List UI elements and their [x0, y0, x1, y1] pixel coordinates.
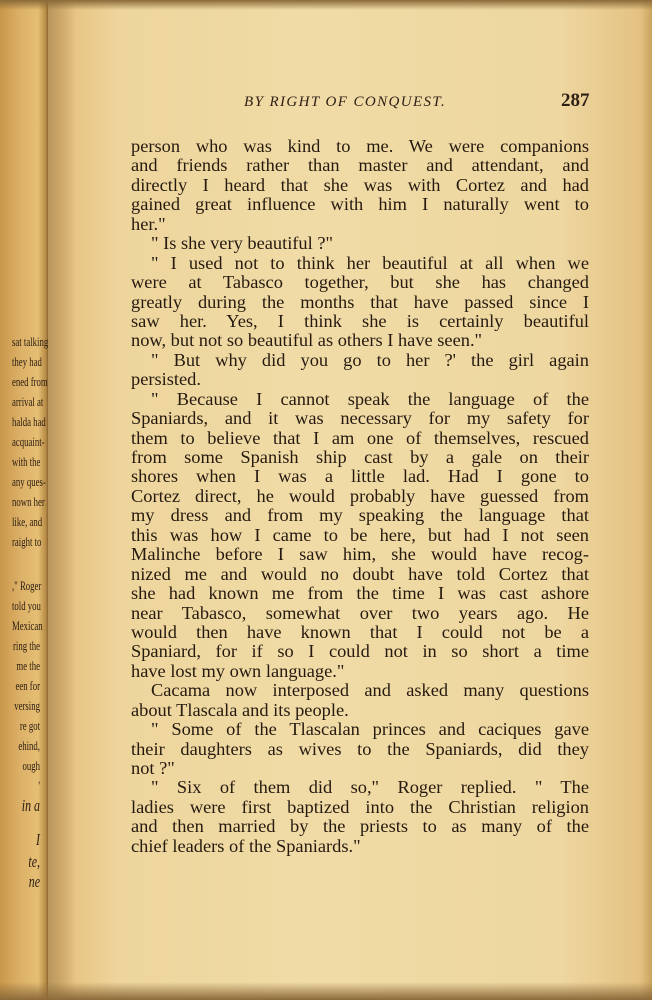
text-line: Spaniard, for if so I could not in so short a time: [131, 641, 589, 662]
text-line: Cortez direct, he would probably have guessed from: [131, 485, 589, 506]
top-page-edge: [0, 0, 652, 10]
adjacent-page-text-fragment: sat talking: [12, 335, 49, 349]
adjacent-page-text-fragment: in a: [21, 796, 40, 815]
text-line: ladies were first baptized into the Christian religion: [131, 796, 589, 817]
text-line: her.": [131, 213, 166, 234]
text-line: " I used not to think her beautiful at all when we: [151, 252, 589, 273]
adjacent-page-text-fragment: ': [38, 779, 40, 793]
adjacent-page-text-fragment: te,: [28, 852, 40, 871]
adjacent-page-text-fragment: raight to: [12, 535, 42, 549]
adjacent-page-text-fragment: they had: [12, 355, 42, 369]
body-text: [131, 137, 589, 856]
text-line: " Because I cannot speak the language of the: [151, 388, 589, 409]
text-line: from some Spanish ship cast by a gale on their: [131, 447, 589, 467]
text-line: person who was kind to me. We were companions: [131, 136, 589, 156]
text-line: nized me and would no doubt have told Cortez that: [131, 563, 589, 584]
text-line: shores when I was a little lad. Had I gone to: [131, 466, 589, 487]
adjacent-page-text-fragment: ," Roger: [12, 579, 42, 593]
text-line: " Six of them did so," Roger replied. " The: [151, 777, 589, 798]
adjacent-page-text-fragment: Mexican: [12, 619, 43, 633]
text-line: and then married by the priests to as many of the: [131, 816, 589, 837]
text-line: now, but not so beautiful as others I have seen.": [131, 330, 483, 351]
adjacent-page-text-fragment: ehind,: [18, 739, 40, 753]
running-head: BY RIGHT OF CONQUEST.: [244, 94, 447, 110]
text-line: not ?": [131, 758, 175, 778]
adjacent-page-edge: [0, 0, 48, 1000]
page-number: 287: [561, 90, 590, 111]
adjacent-page-text-fragment: een for: [15, 679, 40, 693]
adjacent-page-text-fragment: ring the: [13, 639, 40, 653]
text-line: about Tlascala and its people.: [131, 699, 349, 720]
text-line: their daughters as wives to the Spaniards, did they: [131, 738, 589, 759]
text-line: persisted.: [131, 369, 201, 390]
adjacent-page-text-fragment: ened from: [12, 375, 48, 389]
text-line: chief leaders of the Spaniards.": [131, 835, 361, 856]
text-line: greatly during the months that have passed since I: [131, 291, 589, 312]
text-line: saw her. Yes, I think she is certainly beautiful: [131, 310, 589, 331]
adjacent-page-text-fragment: like, and: [12, 515, 43, 529]
gutter-shadow: [48, 0, 76, 1000]
adjacent-page-text-fragment: nown her: [12, 495, 45, 509]
text-line: my dress and from my speaking the language that: [131, 505, 589, 526]
bottom-page-edge: [0, 982, 652, 1000]
text-line: them to believe that I am one of themselves, rescued: [131, 427, 589, 448]
text-line: " But why did you go to her ?' the girl again: [151, 349, 589, 370]
adjacent-page-text-fragment: any ques-: [12, 475, 46, 489]
adjacent-page-text-fragment: I: [36, 830, 40, 849]
text-line: have lost my own language.": [131, 660, 345, 681]
adjacent-page-text-fragment: re got: [19, 719, 40, 733]
adjacent-page-text-fragment: halda had: [12, 415, 46, 429]
text-line: Spaniards, and it was necessary for my safety for: [131, 408, 589, 429]
adjacent-page-text-fragment: versing: [14, 699, 40, 713]
text-line: directly I heard that she was with Cortez and had: [131, 174, 589, 195]
adjacent-page-text-fragment: acquaint-: [12, 435, 45, 449]
text-line: would then have known that I could not be a: [131, 621, 589, 642]
adjacent-page-text-fragment: arrival at: [12, 395, 44, 409]
text-line: gained great influence with him I naturally went to: [131, 194, 589, 215]
text-line: Cacama now interposed and asked many questions: [151, 680, 589, 701]
adjacent-page-text-fragment: me the: [16, 659, 40, 673]
adjacent-page-text-fragment: ne: [28, 872, 40, 891]
text-line: this was how I came to be here, but had I not seen: [131, 524, 589, 545]
adjacent-page-text-fragment: ough: [22, 759, 40, 773]
adjacent-page-text-fragment: told you: [12, 599, 41, 613]
text-line: near Tabasco, somewhat over two years ago. He: [131, 602, 589, 623]
text-line: Malinche before I saw him, she would have recog-: [131, 544, 589, 565]
text-line: were at Tabasco together, but she has changed: [131, 272, 589, 293]
text-line: " Some of the Tlascalan princes and caciques gave: [151, 719, 589, 740]
text-line: " Is she very beautiful ?": [151, 233, 334, 254]
text-line: she had known me from the time I was cast ashore: [131, 583, 589, 604]
adjacent-page-text-fragment: with the: [12, 455, 41, 469]
text-line: and friends rather than master and attendant, and: [131, 155, 589, 176]
